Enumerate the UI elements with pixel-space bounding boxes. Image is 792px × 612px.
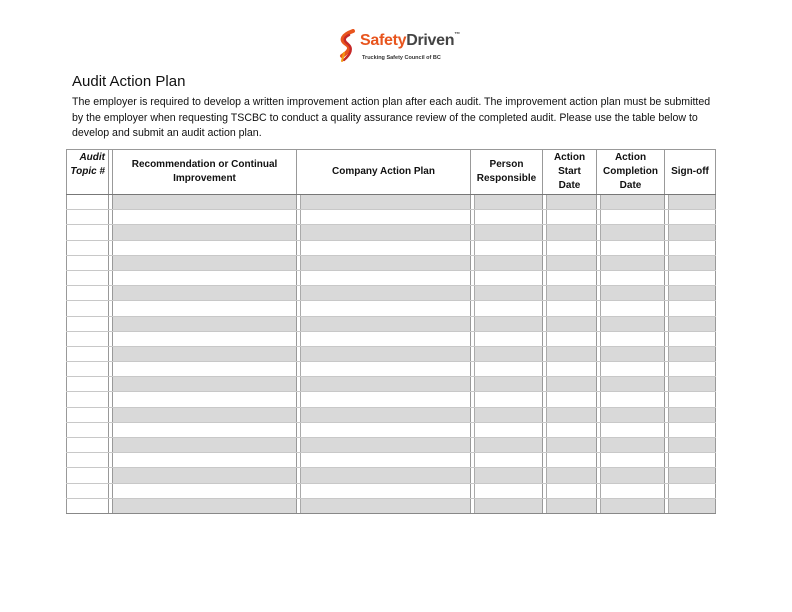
company-plan-cell[interactable] xyxy=(297,483,471,498)
signoff-cell[interactable] xyxy=(665,407,716,422)
recommendation-cell[interactable] xyxy=(113,422,297,437)
signoff-cell[interactable] xyxy=(665,498,716,513)
topic-cell[interactable] xyxy=(67,422,109,437)
completion-date-cell[interactable] xyxy=(597,301,665,316)
topic-cell[interactable] xyxy=(67,270,109,285)
signoff-cell[interactable] xyxy=(665,362,716,377)
header-completion-line3: Date xyxy=(619,180,642,191)
completion-date-cell[interactable] xyxy=(597,210,665,225)
header-sign-off: Sign-off xyxy=(665,150,716,195)
start-date-cell[interactable] xyxy=(543,301,597,316)
table-row xyxy=(67,301,716,316)
recommendation-cell[interactable] xyxy=(113,346,297,361)
person-cell[interactable] xyxy=(471,483,543,498)
table-row xyxy=(67,240,716,255)
completion-date-cell[interactable] xyxy=(597,407,665,422)
start-date-cell[interactable] xyxy=(543,316,597,331)
page-title: Audit Action Plan xyxy=(72,73,186,90)
company-plan-cell[interactable] xyxy=(297,377,471,392)
audit-action-plan-table xyxy=(66,149,716,514)
signoff-cell[interactable] xyxy=(665,468,716,483)
topic-cell[interactable] xyxy=(67,362,109,377)
recommendation-cell[interactable] xyxy=(113,255,297,270)
completion-date-cell[interactable] xyxy=(597,316,665,331)
person-cell[interactable] xyxy=(471,498,543,513)
table-row xyxy=(67,362,716,377)
company-plan-cell[interactable] xyxy=(297,255,471,270)
start-date-cell[interactable] xyxy=(543,195,597,210)
safety-driven-logo xyxy=(336,28,466,68)
person-cell[interactable] xyxy=(471,438,543,453)
completion-date-cell[interactable] xyxy=(597,483,665,498)
person-cell[interactable] xyxy=(471,468,543,483)
company-plan-cell[interactable] xyxy=(297,468,471,483)
table-header-row xyxy=(67,150,716,195)
recommendation-cell[interactable] xyxy=(113,286,297,301)
completion-date-cell[interactable] xyxy=(597,468,665,483)
table-row xyxy=(67,270,716,285)
topic-cell[interactable] xyxy=(67,346,109,361)
table-row xyxy=(67,346,716,361)
start-date-cell[interactable] xyxy=(543,422,597,437)
person-cell[interactable] xyxy=(471,225,543,240)
signoff-cell[interactable] xyxy=(665,453,716,468)
start-date-cell[interactable] xyxy=(543,255,597,270)
start-date-cell[interactable] xyxy=(543,346,597,361)
start-date-cell[interactable] xyxy=(543,392,597,407)
company-plan-cell[interactable] xyxy=(297,225,471,240)
start-date-cell[interactable] xyxy=(543,331,597,346)
company-plan-cell[interactable] xyxy=(297,453,471,468)
topic-cell[interactable] xyxy=(67,225,109,240)
topic-cell[interactable] xyxy=(67,468,109,483)
completion-date-cell[interactable] xyxy=(597,270,665,285)
completion-date-cell[interactable] xyxy=(597,286,665,301)
topic-cell[interactable] xyxy=(67,195,109,210)
completion-date-cell[interactable] xyxy=(597,453,665,468)
topic-cell[interactable] xyxy=(67,483,109,498)
table-row xyxy=(67,316,716,331)
recommendation-cell[interactable] xyxy=(113,392,297,407)
header-person-line1: Person xyxy=(489,159,524,170)
table-row xyxy=(67,498,716,513)
table-row xyxy=(67,468,716,483)
signoff-cell[interactable] xyxy=(665,392,716,407)
header-topic-line1: Audit xyxy=(79,152,105,163)
completion-date-cell[interactable] xyxy=(597,438,665,453)
header-person-line2: Responsible xyxy=(476,173,537,184)
person-cell[interactable] xyxy=(471,453,543,468)
completion-date-cell[interactable] xyxy=(597,362,665,377)
signoff-cell[interactable] xyxy=(665,422,716,437)
recommendation-cell[interactable] xyxy=(113,453,297,468)
signoff-cell[interactable] xyxy=(665,240,716,255)
company-plan-cell[interactable] xyxy=(297,346,471,361)
header-start-line3: Date xyxy=(558,180,581,191)
topic-cell[interactable] xyxy=(67,453,109,468)
recommendation-cell[interactable] xyxy=(113,483,297,498)
logo-swoosh-icon xyxy=(336,29,358,63)
topic-cell[interactable] xyxy=(67,392,109,407)
recommendation-cell[interactable] xyxy=(113,468,297,483)
logo-wordmark xyxy=(360,32,460,50)
signoff-cell[interactable] xyxy=(665,346,716,361)
table-row xyxy=(67,392,716,407)
header-completion-line1: Action xyxy=(614,152,647,163)
start-date-cell[interactable] xyxy=(543,270,597,285)
completion-date-cell[interactable] xyxy=(597,392,665,407)
person-cell[interactable] xyxy=(471,422,543,437)
table-body xyxy=(67,195,716,514)
start-date-cell[interactable] xyxy=(543,438,597,453)
company-plan-cell[interactable] xyxy=(297,422,471,437)
recommendation-cell[interactable] xyxy=(113,377,297,392)
start-date-cell[interactable] xyxy=(543,483,597,498)
header-action-completion-date xyxy=(597,150,665,195)
header-audit-topic xyxy=(67,150,109,195)
header-action-start-date xyxy=(543,150,597,195)
header-recommendation: Recommendation or Continual Improvement xyxy=(113,150,297,195)
logo-word-driven: Driven xyxy=(406,32,455,49)
signoff-cell[interactable] xyxy=(665,331,716,346)
completion-date-cell[interactable] xyxy=(597,225,665,240)
company-plan-cell[interactable] xyxy=(297,331,471,346)
topic-cell[interactable] xyxy=(67,210,109,225)
logo-tagline: Trucking Safety Council of BC xyxy=(362,55,441,61)
topic-cell[interactable] xyxy=(67,407,109,422)
recommendation-cell[interactable] xyxy=(113,210,297,225)
person-cell[interactable] xyxy=(471,362,543,377)
table-row xyxy=(67,210,716,225)
recommendation-cell[interactable] xyxy=(113,240,297,255)
recommendation-cell[interactable] xyxy=(113,331,297,346)
signoff-cell[interactable] xyxy=(665,316,716,331)
signoff-cell[interactable] xyxy=(665,225,716,240)
table-row xyxy=(67,195,716,210)
table-row xyxy=(67,255,716,270)
company-plan-cell[interactable] xyxy=(297,240,471,255)
start-date-cell[interactable] xyxy=(543,453,597,468)
topic-cell[interactable] xyxy=(67,331,109,346)
recommendation-cell[interactable] xyxy=(113,438,297,453)
start-date-cell[interactable] xyxy=(543,498,597,513)
company-plan-cell[interactable] xyxy=(297,301,471,316)
table-row xyxy=(67,453,716,468)
signoff-cell[interactable] xyxy=(665,286,716,301)
person-cell[interactable] xyxy=(471,316,543,331)
header-start-line1: Action xyxy=(553,152,586,163)
signoff-cell[interactable] xyxy=(665,255,716,270)
topic-cell[interactable] xyxy=(67,438,109,453)
company-plan-cell[interactable] xyxy=(297,407,471,422)
header-start-line2: Start xyxy=(558,166,581,177)
company-plan-cell[interactable] xyxy=(297,316,471,331)
person-cell[interactable] xyxy=(471,407,543,422)
person-cell[interactable] xyxy=(471,301,543,316)
topic-cell[interactable] xyxy=(67,377,109,392)
recommendation-cell[interactable] xyxy=(113,407,297,422)
person-cell[interactable] xyxy=(471,286,543,301)
recommendation-cell[interactable] xyxy=(113,225,297,240)
person-cell[interactable] xyxy=(471,195,543,210)
completion-date-cell[interactable] xyxy=(597,422,665,437)
completion-date-cell[interactable] xyxy=(597,346,665,361)
start-date-cell[interactable] xyxy=(543,225,597,240)
company-plan-cell[interactable] xyxy=(297,438,471,453)
start-date-cell[interactable] xyxy=(543,377,597,392)
topic-cell[interactable] xyxy=(67,316,109,331)
start-date-cell[interactable] xyxy=(543,210,597,225)
recommendation-cell[interactable] xyxy=(113,195,297,210)
company-plan-cell[interactable] xyxy=(297,498,471,513)
logo-word-safety: Safety xyxy=(360,32,407,49)
recommendation-cell[interactable] xyxy=(113,301,297,316)
person-cell[interactable] xyxy=(471,346,543,361)
recommendation-cell[interactable] xyxy=(113,362,297,377)
header-company-action-plan: Company Action Plan xyxy=(297,150,471,195)
signoff-cell[interactable] xyxy=(665,301,716,316)
completion-date-cell[interactable] xyxy=(597,195,665,210)
start-date-cell[interactable] xyxy=(543,407,597,422)
topic-cell[interactable] xyxy=(67,301,109,316)
completion-date-cell[interactable] xyxy=(597,240,665,255)
intro-paragraph: The employer is required to develop a written improvement action plan after each audit. The improvement action plan must be submitted by the employer when requesting TSCBC to conduct a quality assurance review of the completed audit. Please use the table below to develop and submit an audit action plan. xyxy=(72,96,711,139)
table-row xyxy=(67,483,716,498)
person-cell[interactable] xyxy=(471,255,543,270)
table-row xyxy=(67,331,716,346)
person-cell[interactable] xyxy=(471,331,543,346)
company-plan-cell[interactable] xyxy=(297,286,471,301)
company-plan-cell[interactable] xyxy=(297,210,471,225)
completion-date-cell[interactable] xyxy=(597,255,665,270)
start-date-cell[interactable] xyxy=(543,240,597,255)
table-row xyxy=(67,438,716,453)
start-date-cell[interactable] xyxy=(543,468,597,483)
table-row xyxy=(67,286,716,301)
recommendation-cell[interactable] xyxy=(113,270,297,285)
header-person-responsible xyxy=(471,150,543,195)
company-plan-cell[interactable] xyxy=(297,392,471,407)
header-completion-line2: Completion xyxy=(603,166,658,177)
person-cell[interactable] xyxy=(471,240,543,255)
signoff-cell[interactable] xyxy=(665,195,716,210)
table-row xyxy=(67,377,716,392)
recommendation-cell[interactable] xyxy=(113,498,297,513)
signoff-cell[interactable] xyxy=(665,270,716,285)
logo-trademark: ™ xyxy=(454,32,460,38)
topic-cell[interactable] xyxy=(67,240,109,255)
person-cell[interactable] xyxy=(471,377,543,392)
topic-cell[interactable] xyxy=(67,286,109,301)
topic-cell[interactable] xyxy=(67,255,109,270)
header-topic-line2: Topic # xyxy=(70,166,105,177)
recommendation-cell[interactable] xyxy=(113,316,297,331)
start-date-cell[interactable] xyxy=(543,286,597,301)
completion-date-cell[interactable] xyxy=(597,331,665,346)
table-row xyxy=(67,225,716,240)
signoff-cell[interactable] xyxy=(665,377,716,392)
company-plan-cell[interactable] xyxy=(297,270,471,285)
table-row xyxy=(67,407,716,422)
completion-date-cell[interactable] xyxy=(597,498,665,513)
person-cell[interactable] xyxy=(471,392,543,407)
company-plan-cell[interactable] xyxy=(297,195,471,210)
topic-cell[interactable] xyxy=(67,498,109,513)
completion-date-cell[interactable] xyxy=(597,377,665,392)
signoff-cell[interactable] xyxy=(665,438,716,453)
person-cell[interactable] xyxy=(471,210,543,225)
start-date-cell[interactable] xyxy=(543,362,597,377)
signoff-cell[interactable] xyxy=(665,210,716,225)
table-row xyxy=(67,422,716,437)
person-cell[interactable] xyxy=(471,270,543,285)
company-plan-cell[interactable] xyxy=(297,362,471,377)
signoff-cell[interactable] xyxy=(665,483,716,498)
